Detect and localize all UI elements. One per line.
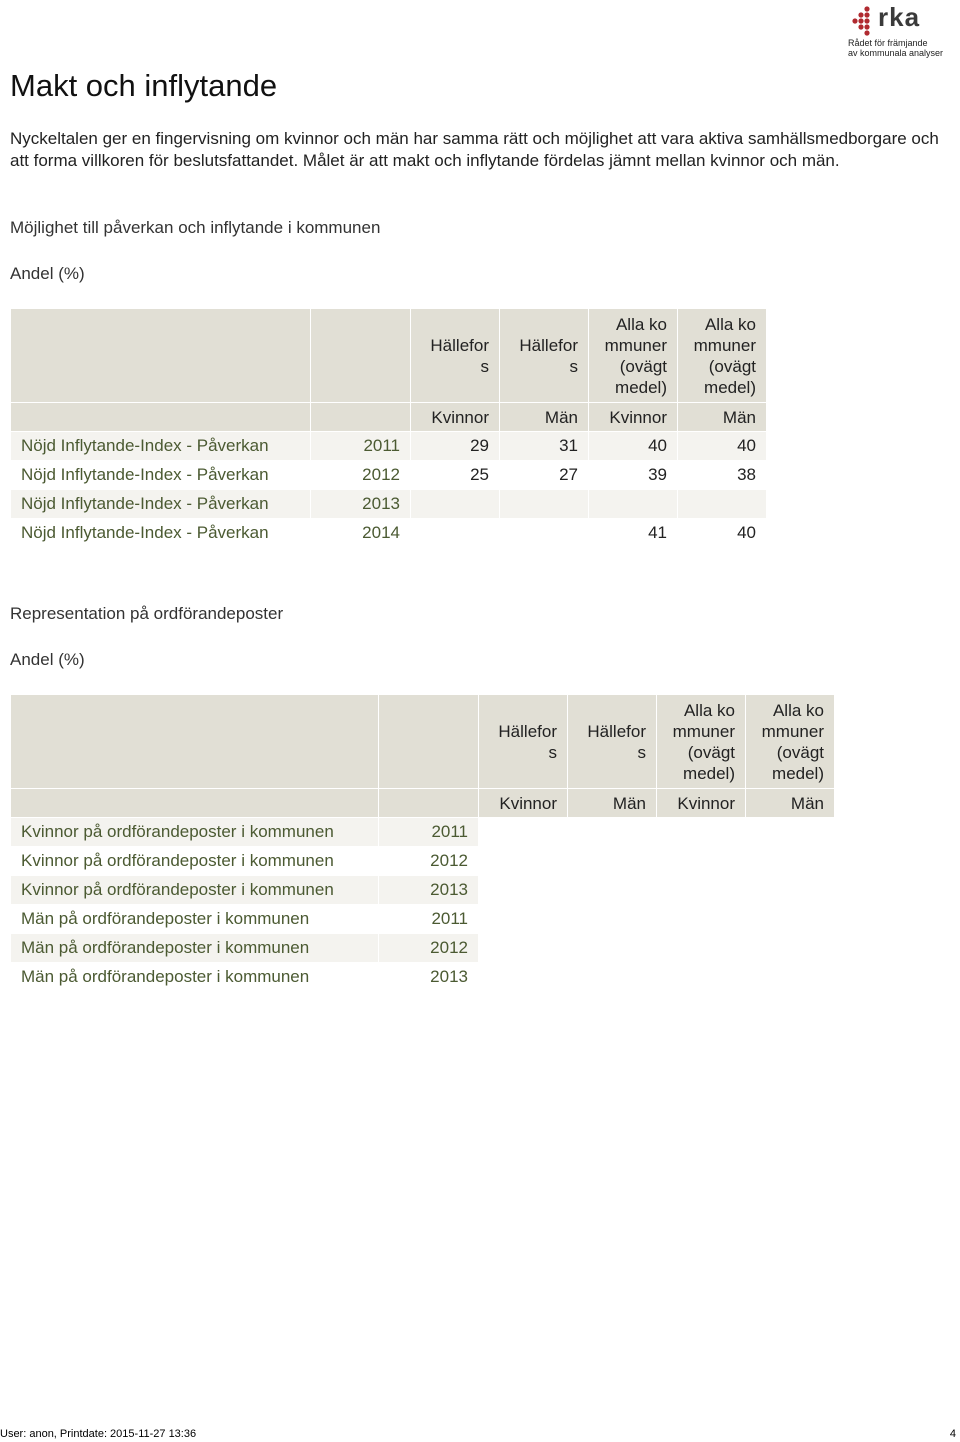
row-value: 39: [589, 461, 678, 490]
row-label: Män på ordförandeposter i kommunen: [11, 905, 379, 934]
subheader-blank-cell: [379, 789, 479, 818]
column-subheader: Kvinnor: [411, 403, 500, 432]
column-header: Hällefor s: [568, 695, 657, 789]
logo-wordmark: rka: [878, 2, 921, 32]
empty-cell: [657, 905, 746, 934]
column-subheader: Män: [746, 789, 835, 818]
section-unit-influence: Andel (%): [10, 264, 85, 283]
section-title-influence: Möjlighet till påverkan och inflytande i kommunen: [10, 218, 381, 237]
table-row: [11, 818, 835, 847]
empty-cell: [746, 847, 835, 876]
empty-cell: [568, 905, 657, 934]
row-year: 2011: [311, 432, 411, 461]
column-subheader: Kvinnor: [589, 403, 678, 432]
column-subheader: Kvinnor: [657, 789, 746, 818]
page-title: Makt och inflytande: [10, 68, 278, 103]
intro-text: Nyckeltalen ger en fingervisning om kvinnor och män har samma rätt och möjlighet att vara aktiva samhällsmedborgare och att forma villkoren för beslutsfattandet. Målet är att makt och inflytande fördelas jämnt mellan kvinnor och män.: [10, 129, 939, 170]
row-value: [500, 519, 589, 548]
footer-print-info: User: anon, Printdate: 2015-11-27 13:36: [0, 1428, 197, 1440]
empty-cell: [746, 963, 835, 992]
row-label: Nöjd Inflytande-Index - Påverkan: [11, 461, 311, 490]
row-value: [500, 490, 589, 519]
empty-cell: [479, 934, 568, 963]
rka-logo: [848, 2, 944, 58]
empty-cell: [479, 876, 568, 905]
table-subheader-row: [11, 403, 767, 432]
section-title-chairs: Representation på ordförandeposter: [10, 604, 284, 623]
row-value: 27: [500, 461, 589, 490]
row-label: Kvinnor på ordförandeposter i kommunen: [11, 876, 379, 905]
subheader-blank-cell: [11, 403, 311, 432]
empty-cell: [568, 847, 657, 876]
empty-cell: [657, 847, 746, 876]
table-row: [11, 905, 835, 934]
empty-cell: [657, 818, 746, 847]
influence-table: [10, 308, 767, 548]
empty-cell: [746, 905, 835, 934]
row-value: [411, 490, 500, 519]
row-year: 2012: [379, 934, 479, 963]
chairs-table: [10, 694, 835, 992]
row-value: 41: [589, 519, 678, 548]
table-header-row: [11, 309, 767, 403]
row-year: 2012: [311, 461, 411, 490]
empty-cell: [568, 934, 657, 963]
empty-cell: [479, 963, 568, 992]
subheader-blank-cell: [11, 789, 379, 818]
row-year: 2011: [379, 905, 479, 934]
row-label: Män på ordförandeposter i kommunen: [11, 963, 379, 992]
column-subheader: Kvinnor: [479, 789, 568, 818]
row-label: Kvinnor på ordförandeposter i kommunen: [11, 847, 379, 876]
empty-cell: [568, 876, 657, 905]
logo-tagline: Rådet för främjande av kommunala analyser: [848, 38, 944, 58]
header-blank-cell: [379, 695, 479, 789]
subheader-blank-cell: [311, 403, 411, 432]
column-header: Alla ko mmuner (ovägt medel): [657, 695, 746, 789]
rka-dot-mark-icon: [850, 6, 880, 36]
row-value: 38: [678, 461, 767, 490]
table-row: [11, 876, 835, 905]
empty-cell: [657, 963, 746, 992]
row-value: [589, 490, 678, 519]
table-row: [11, 847, 835, 876]
empty-cell: [479, 818, 568, 847]
table-row: [11, 519, 767, 548]
empty-cell: [746, 818, 835, 847]
row-label: Nöjd Inflytande-Index - Påverkan: [11, 432, 311, 461]
row-value: 40: [589, 432, 678, 461]
row-label: Kvinnor på ordförandeposter i kommunen: [11, 818, 379, 847]
table-row: [11, 490, 767, 519]
row-year: 2013: [379, 963, 479, 992]
row-year: 2013: [379, 876, 479, 905]
row-label: Män på ordförandeposter i kommunen: [11, 934, 379, 963]
row-value: 29: [411, 432, 500, 461]
table-row: [11, 934, 835, 963]
table-row: [11, 461, 767, 490]
row-label: Nöjd Inflytande-Index - Påverkan: [11, 519, 311, 548]
row-year: 2014: [311, 519, 411, 548]
column-subheader: Män: [500, 403, 589, 432]
empty-cell: [657, 934, 746, 963]
column-header: Alla ko mmuner (ovägt medel): [678, 309, 767, 403]
header-blank-cell: [11, 695, 379, 789]
empty-cell: [479, 847, 568, 876]
row-label: Nöjd Inflytande-Index - Påverkan: [11, 490, 311, 519]
row-value: [411, 519, 500, 548]
column-subheader: Män: [678, 403, 767, 432]
row-year: 2013: [311, 490, 411, 519]
table-row: [11, 432, 767, 461]
column-subheader: Män: [568, 789, 657, 818]
empty-cell: [746, 876, 835, 905]
table-subheader-row: [11, 789, 835, 818]
empty-cell: [746, 934, 835, 963]
row-value: 31: [500, 432, 589, 461]
header-blank-cell: [11, 309, 311, 403]
row-year: 2011: [379, 818, 479, 847]
table-row: [11, 963, 835, 992]
empty-cell: [657, 876, 746, 905]
row-value: [678, 490, 767, 519]
row-value: 40: [678, 432, 767, 461]
empty-cell: [568, 963, 657, 992]
table-header-row: [11, 695, 835, 789]
column-header: Hällefor s: [500, 309, 589, 403]
page-footer: [0, 1428, 960, 1440]
row-value: 25: [411, 461, 500, 490]
section-unit-chairs: Andel (%): [10, 650, 85, 669]
column-header: Hällefor s: [411, 309, 500, 403]
column-header: Alla ko mmuner (ovägt medel): [746, 695, 835, 789]
empty-cell: [479, 905, 568, 934]
page-number: 4: [949, 1428, 956, 1440]
row-value: 40: [678, 519, 767, 548]
header-blank-cell: [311, 309, 411, 403]
column-header: Alla ko mmuner (ovägt medel): [589, 309, 678, 403]
column-header: Hällefor s: [479, 695, 568, 789]
empty-cell: [568, 818, 657, 847]
row-year: 2012: [379, 847, 479, 876]
